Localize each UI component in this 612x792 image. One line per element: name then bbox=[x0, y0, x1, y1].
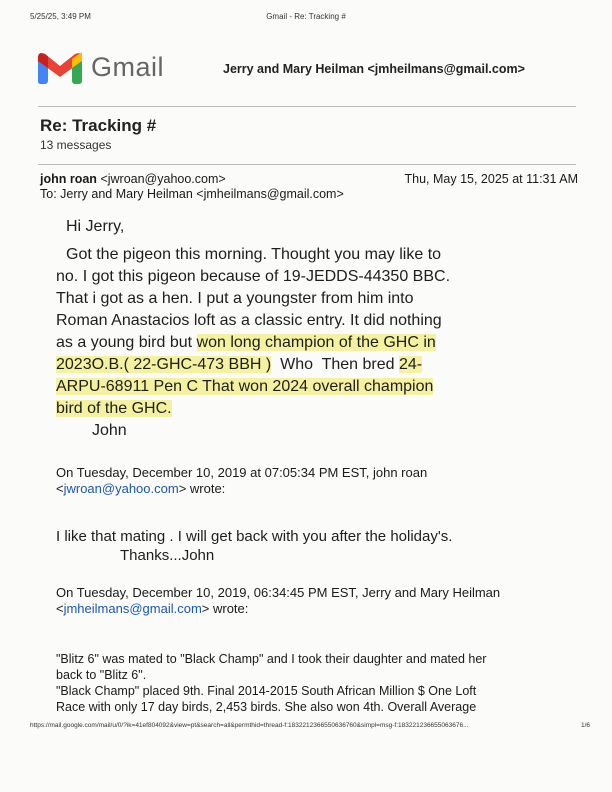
gmail-m-icon bbox=[38, 51, 82, 84]
quote-body-line: back to "Blitz 6". bbox=[56, 668, 147, 682]
body-text: as a young bird but bbox=[56, 334, 197, 351]
body-signature: John bbox=[92, 422, 127, 439]
print-footer bbox=[30, 722, 590, 729]
body-line bbox=[56, 398, 172, 420]
wrote-text: > wrote: bbox=[201, 601, 249, 616]
thread-subject: Re: Tracking # bbox=[40, 116, 157, 135]
bracket: < bbox=[56, 601, 64, 616]
quote-signature: Thanks...John bbox=[120, 547, 215, 564]
gmail-wordmark: Gmail bbox=[91, 51, 165, 82]
account-label: Jerry and Mary Heilman <jmheilmans@gmail.com> bbox=[223, 62, 525, 76]
page-number: 1/6 bbox=[580, 722, 590, 729]
header-divider bbox=[38, 106, 576, 107]
body-line bbox=[56, 376, 433, 398]
message-date: Thu, May 15, 2025 at 11:31 AM bbox=[404, 172, 578, 186]
bracket: < bbox=[56, 481, 64, 496]
body-line: Hi Jerry, bbox=[66, 218, 125, 235]
message-recipient: To: Jerry and Mary Heilman <jmheilmans@gmail.com> bbox=[40, 187, 344, 201]
sender-name: john roan bbox=[40, 172, 97, 186]
quote-header-email bbox=[56, 481, 225, 497]
body-line bbox=[56, 354, 422, 376]
highlighted-text: 24- bbox=[398, 356, 423, 373]
print-datetime: 5/25/25, 3:49 PM bbox=[30, 12, 91, 21]
quote-body-line: Race with only 17 day birds, 2,453 birds. She also won 4th. Overall Average bbox=[56, 700, 477, 714]
body-text: Who Then bred bbox=[271, 356, 399, 373]
highlighted-text: bird of the GHC. bbox=[56, 400, 172, 417]
email-link[interactable]: jwroan@yahoo.com bbox=[63, 481, 179, 496]
body-line: Got the pigeon this morning. Thought you may like to bbox=[66, 246, 442, 263]
body-line: That i got as a hen. I put a youngster from him into bbox=[56, 290, 414, 307]
quote-header-email bbox=[56, 601, 248, 617]
quote-body-line: "Blitz 6" was mated to "Black Champ" and I took their daughter and mated her bbox=[56, 652, 487, 666]
highlighted-text: won long champion of the GHC in bbox=[196, 334, 436, 351]
quote-header: On Tuesday, December 10, 2019 at 07:05:34 PM EST, john roan bbox=[56, 465, 428, 480]
message-sender bbox=[40, 172, 226, 186]
subject-divider bbox=[38, 164, 576, 165]
message-count: 13 messages bbox=[40, 138, 112, 152]
email-link[interactable]: jmheilmans@gmail.com bbox=[63, 601, 202, 616]
highlighted-text: 2023O.B.( 22-GHC-473 BBH ) bbox=[56, 356, 272, 373]
print-title: Gmail - Re: Tracking # bbox=[266, 12, 346, 21]
quote-header: On Tuesday, December 10, 2019, 06:34:45 PM EST, Jerry and Mary Heilman bbox=[56, 585, 501, 600]
gmail-logo bbox=[38, 50, 164, 84]
highlighted-text: ARPU-68911 Pen C That won 2024 overall champion bbox=[56, 378, 434, 395]
quote-body-line: I like that mating . I will get back with you after the holiday's. bbox=[56, 528, 453, 545]
sender-email: <jwroan@yahoo.com> bbox=[100, 172, 226, 186]
wrote-text: > wrote: bbox=[178, 481, 226, 496]
body-line bbox=[56, 332, 436, 354]
quote-body-line: "Black Champ" placed 9th. Final 2014-2015 South African Million $ One Loft bbox=[56, 684, 477, 698]
body-line: Roman Anastacios loft as a classic entry. It did nothing bbox=[56, 312, 442, 329]
body-line: no. I got this pigeon because of 19-JEDDS-44350 BBC. bbox=[56, 268, 451, 285]
footer-url: https://mail.google.com/mail/u/0/?ik=41ef804092&view=pt&search=all&permthid=thread-f:1832212366550636760&simpl=msg-f:183221236655063676... bbox=[30, 722, 469, 729]
